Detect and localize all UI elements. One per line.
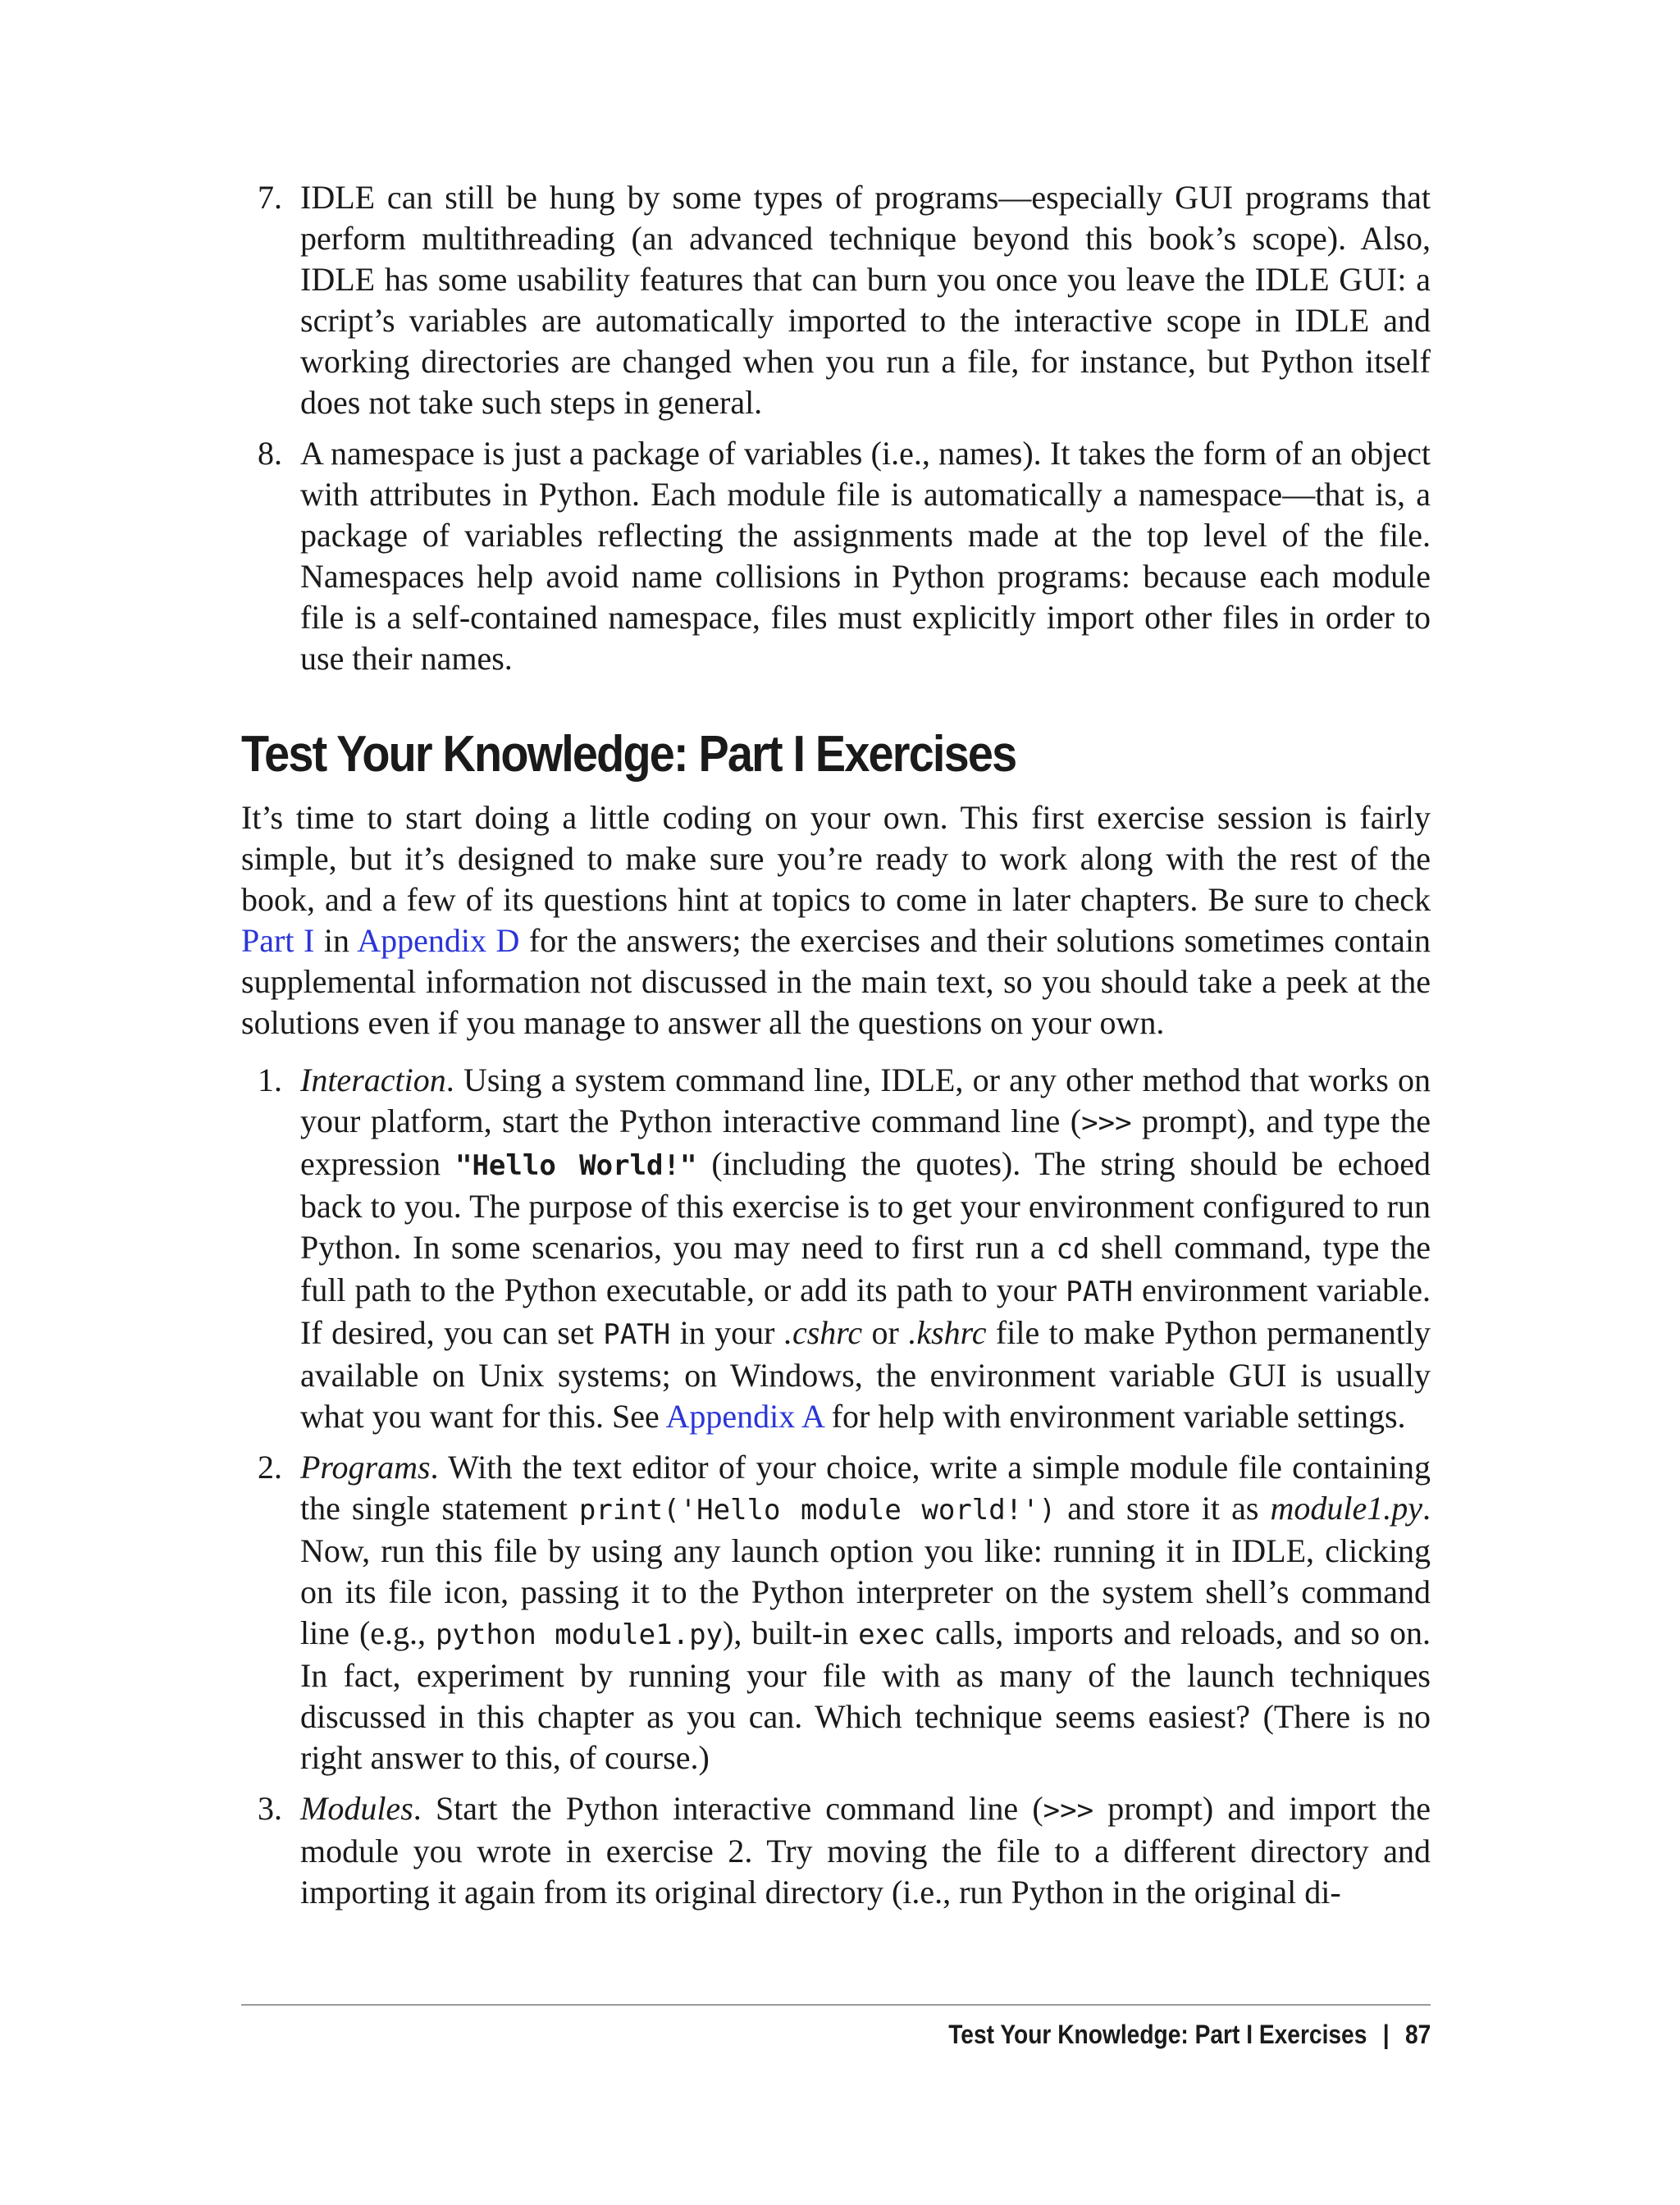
exercise-2 bbox=[241, 1447, 1431, 1778]
intro-text: for the answers; the exercises and their solutions sometimes contain supplemental information not discussed in the main text, so you should take a peek at the solutions even if you manage to answer all the questions on your own. bbox=[241, 922, 1431, 1041]
path-code: PATH bbox=[1066, 1276, 1133, 1308]
command-code: python module1.py bbox=[436, 1618, 724, 1651]
item-number: 8. bbox=[258, 435, 282, 472]
page-content bbox=[241, 177, 1431, 1913]
cd-code: cd bbox=[1056, 1233, 1090, 1266]
text: and store it as bbox=[1056, 1490, 1271, 1527]
hello-world-code: "Hello World!" bbox=[454, 1149, 697, 1182]
text: . Using a system command line, IDLE, or any other method that works on your platform, start the Python interactive command line ( bbox=[300, 1061, 1431, 1139]
text: shell command, type the full path to the Python executable, or add its path to your bbox=[300, 1229, 1431, 1308]
item-number: 3. bbox=[258, 1790, 282, 1827]
exercise-body bbox=[300, 1449, 1431, 1776]
text: for help with environment variable settings. bbox=[823, 1398, 1406, 1435]
prompt-code: >>> bbox=[1043, 1794, 1094, 1827]
text: prompt) and import the module you wrote in exercise 2. Try moving the file to a different directory and importing it again from its original directory (i.e., run Python in the original di- bbox=[300, 1790, 1431, 1911]
section-heading: Test Your Knowledge: Part I Exercises bbox=[241, 726, 1016, 783]
exec-code: exec bbox=[858, 1618, 925, 1651]
exercise-list bbox=[241, 1060, 1431, 1913]
exercise-body bbox=[300, 1790, 1431, 1911]
text: calls, imports and reloads, and so on. In fact, experiment by running your file with as many of the launch techniques discussed in this chapter as you can. Which technique seems easiest? (There is no right answer to this, of course.) bbox=[300, 1614, 1431, 1776]
exercise-title: Modules bbox=[300, 1790, 413, 1827]
kshrc-file: .kshrc bbox=[908, 1314, 987, 1351]
footer-divider bbox=[241, 2004, 1431, 2006]
text: . With the text editor of your choice, write a simple module file containing the single statement bbox=[300, 1449, 1431, 1527]
page-number: 87 bbox=[1404, 2020, 1431, 2049]
intro-text: in bbox=[314, 922, 358, 959]
appendix-a-link[interactable]: Appendix A bbox=[665, 1398, 824, 1435]
path-code: PATH bbox=[603, 1318, 671, 1351]
appendix-d-link[interactable]: Appendix D bbox=[357, 922, 520, 959]
text: (including the quotes). The string should be echoed back to you. The purpose of this exercise is to get your environment configured to run Python. In some scenarios, you may need to first run a bbox=[300, 1145, 1431, 1266]
text: . Now, run this file by using any launch option you like: running it in IDLE, clicking on its file icon, passing it to the Python interpreter on the system shell’s command line (e.g., bbox=[300, 1490, 1431, 1651]
item-number: 1. bbox=[258, 1061, 282, 1098]
intro-text: It’s time to start doing a little coding on your own. This first exercise session is fairly simple, but it’s designed to make sure you’re ready to work along with the rest of the book, and a few of its questions hint at topics to come in later chapters. Be sure to check bbox=[241, 799, 1431, 918]
text: . Start the Python interactive command line ( bbox=[413, 1790, 1043, 1827]
exercise-3 bbox=[241, 1788, 1431, 1913]
text: in your bbox=[670, 1314, 784, 1351]
item-text: IDLE can still be hung by some types of programs—especially GUI programs that perform multithreading (an advanced technique beyond this book’s scope). Also, IDLE has some usability features that can burn you once you leave the IDLE GUI: a script’s variables are automatically imported to the interactive scope in IDLE and working directories are changed when you run a file, for instance, but Python itself does not take such steps in general. bbox=[300, 179, 1431, 421]
exercise-body bbox=[300, 1061, 1431, 1435]
footer-separator: | bbox=[1382, 2020, 1390, 2049]
text: or bbox=[862, 1314, 909, 1351]
list-item-8 bbox=[241, 433, 1431, 679]
text: environment variable. If desired, you can set bbox=[300, 1271, 1431, 1351]
prompt-code: >>> bbox=[1081, 1107, 1132, 1139]
text: file to make Python permanently available on Unix systems; on Windows, the environment variable GUI is usually what you want for this. See bbox=[300, 1314, 1431, 1435]
part-i-link[interactable]: Part I bbox=[241, 922, 315, 959]
answers-list bbox=[241, 177, 1431, 679]
footer-section-title: Test Your Knowledge: Part I Exercises bbox=[947, 2020, 1367, 2049]
list-item-7 bbox=[241, 177, 1431, 423]
text: ), built-in bbox=[723, 1614, 859, 1651]
intro-paragraph bbox=[241, 797, 1431, 1043]
exercise-title: Interaction bbox=[300, 1061, 446, 1098]
item-number: 2. bbox=[258, 1449, 282, 1486]
text: prompt), and type the expression bbox=[300, 1102, 1431, 1182]
page-footer bbox=[948, 2020, 1431, 2050]
print-code: print('Hello module world!') bbox=[578, 1494, 1057, 1527]
exercise-1 bbox=[241, 1060, 1431, 1437]
exercise-title: Programs bbox=[300, 1449, 431, 1486]
cshrc-file: .cshrc bbox=[783, 1314, 863, 1351]
item-number: 7. bbox=[258, 179, 282, 216]
item-text: A namespace is just a package of variables (i.e., names). It takes the form of an object with attributes in Python. Each module file is automatically a namespace—that is, a package of variables reflecting the assignments made at the top level of the file. Namespaces help avoid name collisions in Python programs: because each module file is a self-contained namespace, files must explicitly import other files in order to use their names. bbox=[300, 435, 1431, 677]
module-file: module1.py bbox=[1270, 1490, 1422, 1527]
